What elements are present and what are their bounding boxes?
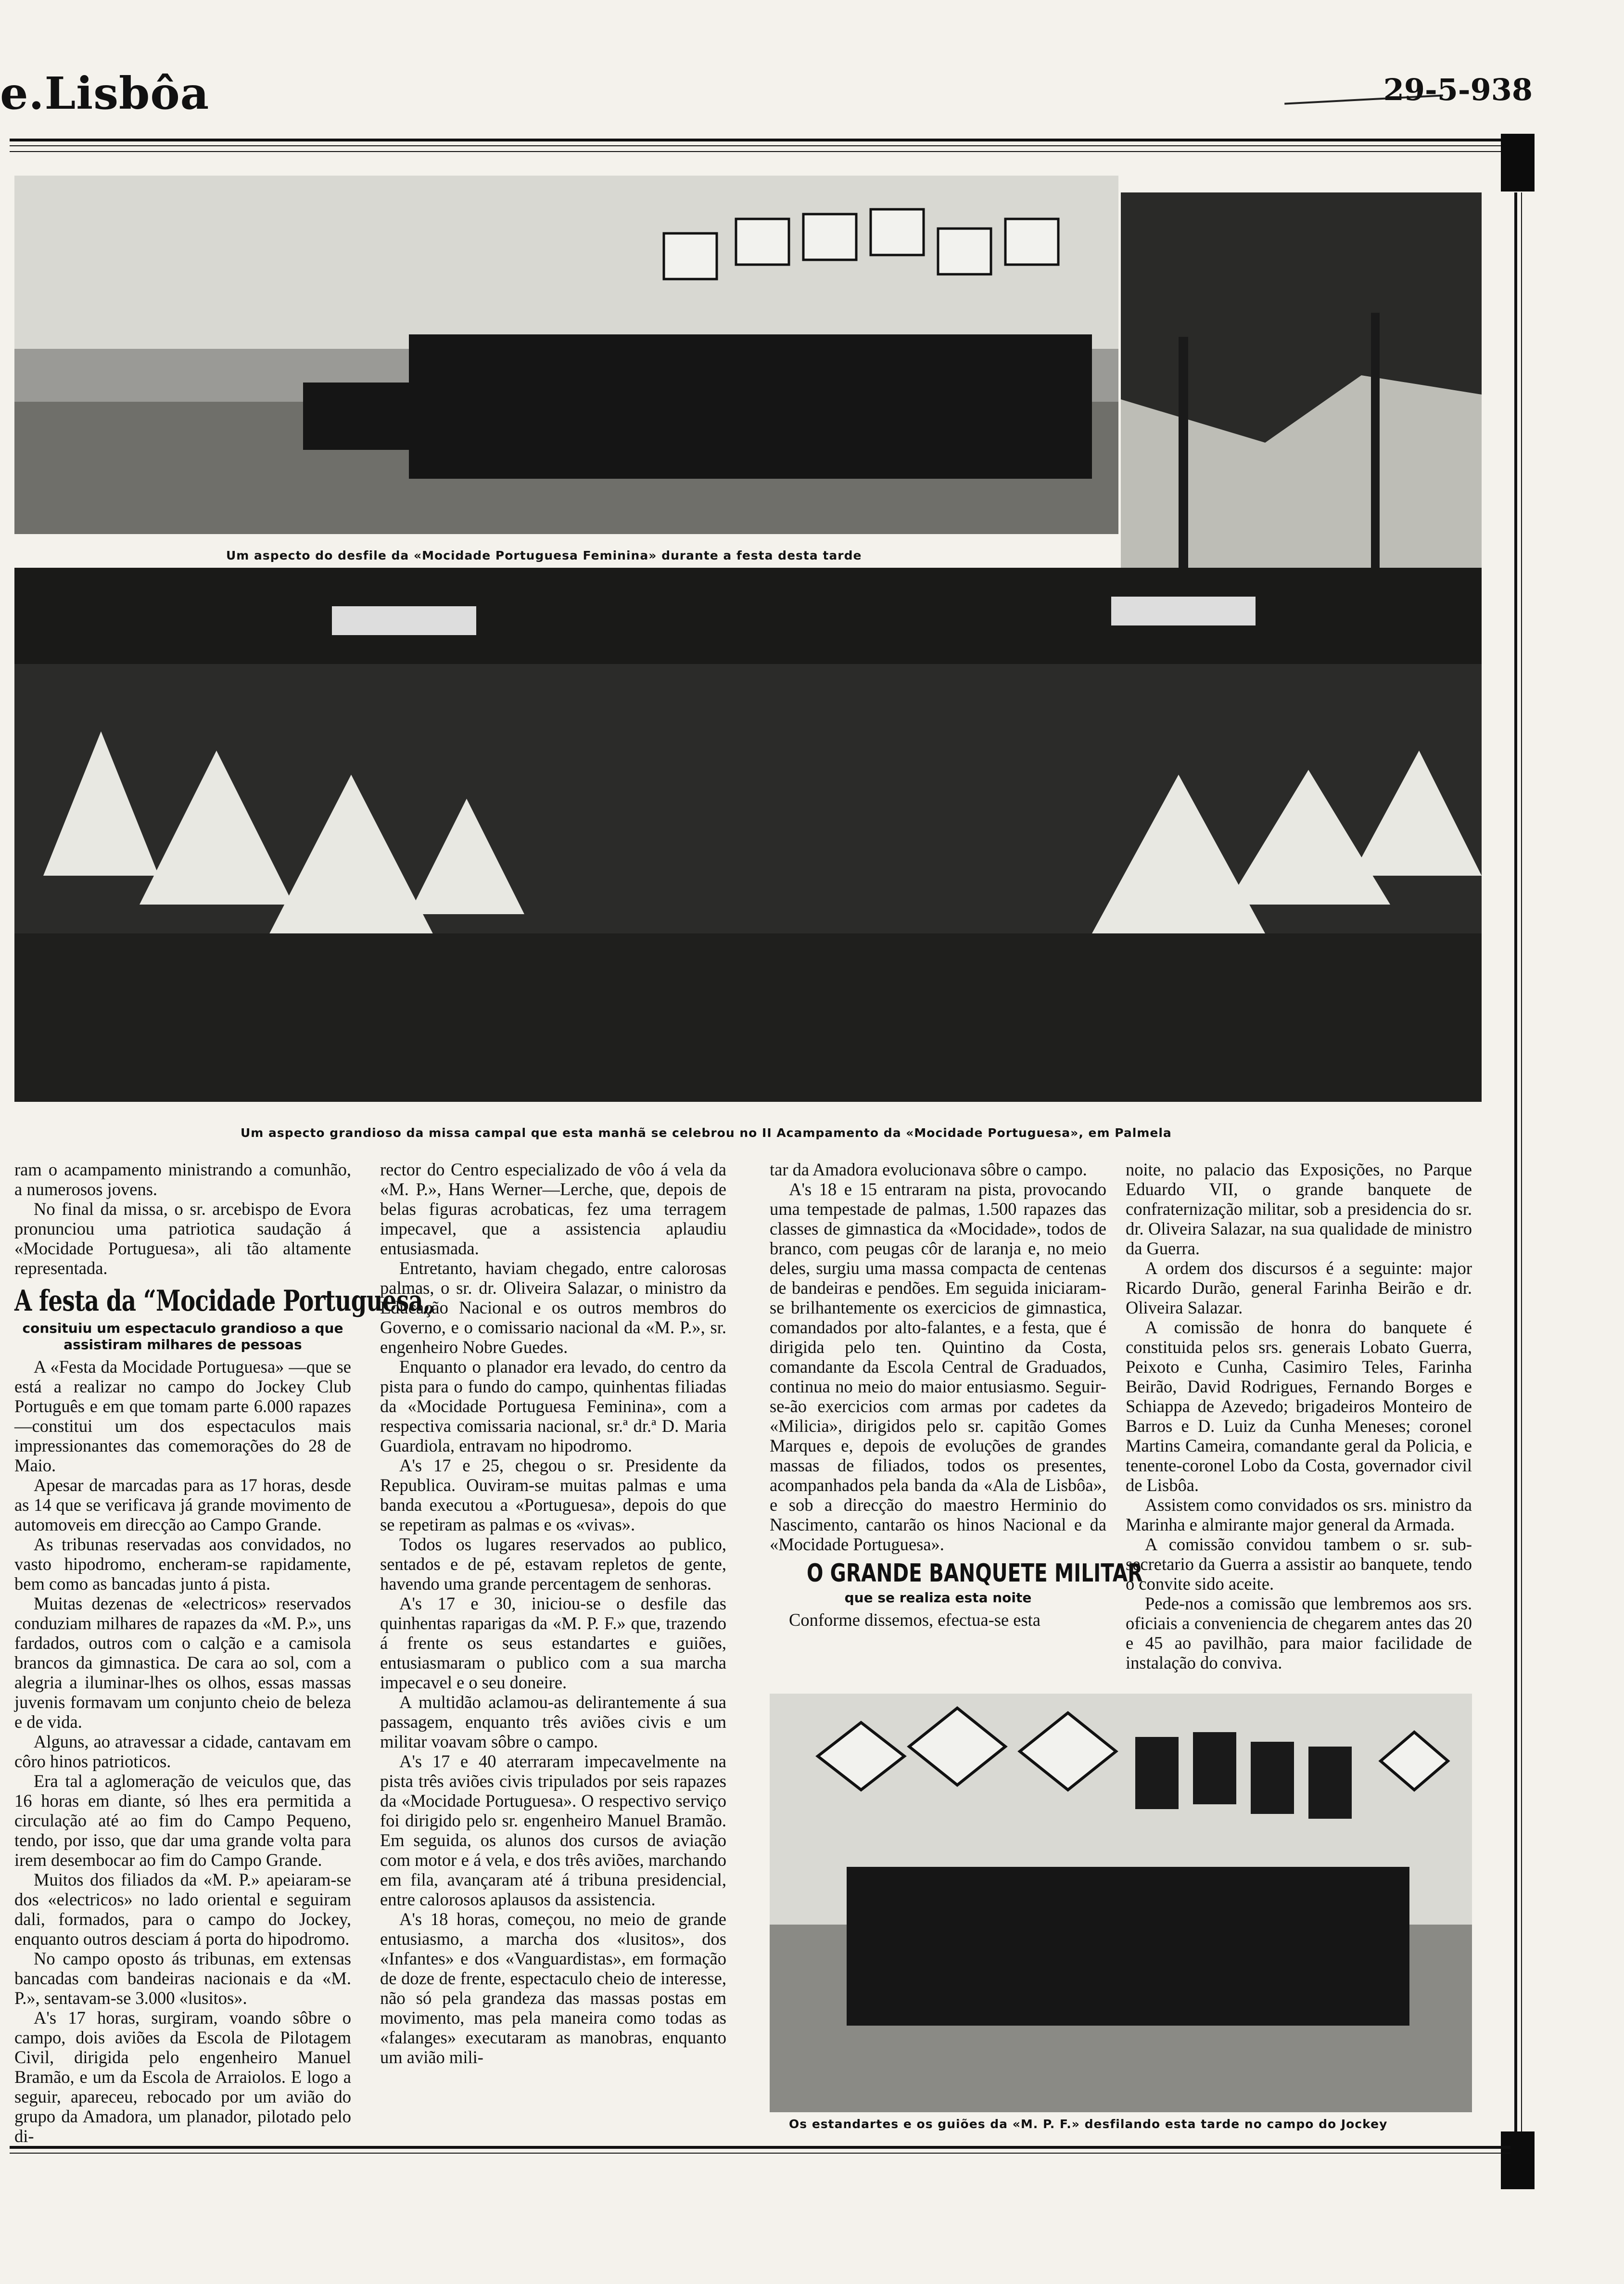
col2-paragraph: A multidão aclamou-as delirantemente á sua passagem, enquanto três aviões civis e um militar voavam sôbre o campo. — [380, 1692, 726, 1751]
banquet-headline: O GRANDE BANQUETE MILITAR — [807, 1559, 1143, 1588]
issue-date: 29-5-938 — [1383, 72, 1533, 107]
col4-paragraph: A comissão convidou tambem o sr. sub-secretario da Guerra a assistir ao banquete, tendo o convite sido aceite. — [1126, 1534, 1472, 1594]
col2-paragraph: A's 17 e 40 aterraram impecavelmente na pista três aviões civis tripulados por seis rapazes da «Mocidade Portuguesa». O respectivo serviço foi dirigido pelo sr. engenheiro Manuel Bramão. Em seguida, os alunos dos cursos de aviação com motor e á vela, e dos três aviões, marchando em fila, avançaram até á tribuna presidencial, entre calorosos aplausos da assistencia. — [380, 1751, 726, 1909]
margin-tab-bottom — [1501, 2131, 1535, 2189]
col4-paragraph: Pede-nos a comissão que lembremos aos srs. oficiais a conveniencia de chegarem antes das 20 e 45 ao pavilhão, para maior facilidade de instalação do conviva. — [1126, 1594, 1472, 1672]
col1-paragraph: A's 17 horas, surgiram, voando sôbre o campo, dois aviões da Escola de Pilotagem Civil, dirigida pelo engenheiro Manuel Bramão, e um da Escola de Arraiolos. E logo a seguir, apareceu, rebocado por um avião do grupo da Amadora, um planador, pilotado pelo di- — [14, 2008, 351, 2146]
col2-paragraph: A's 17 e 30, iniciou-se o desfile das quinhentas raparigas da «M. P. F.» que, trazendo á frente os seus estandartes e guiões, entusiasmaram o publico com a sua marcha impecavel e o seu doneire. — [380, 1594, 726, 1692]
col1-paragraph: Muitos dos filiados da «M. P.» apeiaram-se dos «electricos» no lado oriental e seguiram dali, formados, para o campo do Jockey, enquanto outros desciam á porta do hipodromo. — [14, 1870, 351, 1949]
standards-photo — [770, 1694, 1472, 2112]
parade-photo-caption: Um aspecto do desfile da «Mocidade Portuguesa Feminina» durante a festa desta tarde — [226, 549, 862, 562]
col1-paragraph: Era tal a aglomeração de veiculos que, das 16 horas em diante, só lhes era permitida a circulação até ao fim do Campo Pequeno, tendo, por isso, que dar uma grande volta para irem desembocar ao fim do Campo Grande. — [14, 1771, 351, 1870]
col2-paragraph: Todos os lugares reservados ao publico, sentados e de pé, estavam repletos de gente, havendo uma grande percentagem de senhoras. — [380, 1534, 726, 1594]
mass-photo-caption: Um aspecto grandioso da missa campal que esta manhã se celebrou no II Acampamento da «Mocidade Portuguesa», em Palmela — [241, 1126, 1172, 1140]
col4-paragraph: Assistem como convidados os srs. ministro da Marinha e almirante major general da Armada. — [1126, 1495, 1472, 1534]
footer-rule-thin — [10, 2153, 1510, 2154]
col2-paragraph: rector do Centro especializado de vôo á vela da «M. P.», Hans Werner—Lerche, que, depois de belas figuras acrobaticas, fez uma terragem impecavel, que a assistencia aplaudiu entusiasmada. — [380, 1160, 726, 1258]
col3-paragraph: A's 18 e 15 entraram na pista, provocando uma tempestade de palmas, 1.500 rapazes das classes de gimnastica da «Mocidade», todos de branco, com peugas côr de laranja e, no meio deles, surgiu uma massa compacta de centenas de bandeiras e pendões. Em seguida iniciaram-se brilhantemente os exercicios de gimnastica, comandados por alto-falantes, e a festa, que é dirigida pelo ten. Quintino da Costa, comandante da Escola Central de Graduados, continua no meio do maior entusiasmo. Seguir-se-ão exercicios com armas por cadetes da «Milicia», dirigidos pelo sr. capitão Gomes Marques e, depois de evoluções de grandes massas de filiados, todos os presentes, acompanhados pela banda da «Ala de Lisbôa», e sob a direcção do maestro Herminio do Nascimento, cantarão os hinos Nacional e da «Mocidade Portuguesa». — [770, 1179, 1106, 1554]
col1-paragraph: Muitas dezenas de «electricos» reservados conduziam milhares de rapazes da «M. P.», uns fardados, outros com o calção e a camisola brancos da gimnastica. De cara ao sol, com a alegria a iluminar-lhes os olhos, essas massas juvenis formavam um conjunto cheio de beleza e de vida. — [14, 1594, 351, 1732]
banquet-subhead: que se realiza esta noite — [844, 1590, 1032, 1606]
article-column-2 — [380, 1160, 726, 2067]
col1-paragraph: Alguns, ao atravessar a cidade, cantavam em côro hinos patrioticos. — [14, 1732, 351, 1771]
article-column-4 — [1126, 1160, 1472, 1672]
banquet-lead: Conforme dissemos, efectua-se esta — [789, 1610, 1040, 1630]
trees-photo — [1121, 192, 1482, 597]
margin-vertical-rule — [1514, 192, 1517, 2131]
col2-paragraph: Entretanto, haviam chegado, entre calorosas palmas, o sr. dr. Oliveira Salazar, o ministro da Educação Nacional e os outros membros do Governo, e o comissario nacional da «M. P.», sr. engenheiro Nobre Guedes. — [380, 1258, 726, 1357]
col4-paragraph: A comissão de honra do banquete é constituida pelos srs. generais Lobato Guerra, Peixoto e Cunha, Casimiro Teles, Farinha Beirão, David Rodrigues, Fernando Borges e Schiappa de Azevedo; brigadeiros Monteiro de Barros e D. Luiz da Cunha Meneses; coronel Martins Cameira, comandante geral da Policia, e tenente-coronel Lobo da Costa, governador civil de Lisbôa. — [1126, 1317, 1472, 1495]
article-column-3 — [770, 1160, 1143, 1630]
header-rule-thin — [10, 145, 1510, 146]
header-rule-thin-2 — [10, 151, 1510, 152]
col4-paragraph: noite, no palacio das Exposições, no Parque Eduardo VII, o grande banquete de confraternização militar, sob a presidencia do sr. dr. Oliveira Salazar, na sua qualidade de ministro da Guerra. — [1126, 1160, 1472, 1258]
article-column-1 — [14, 1160, 436, 2146]
col1-paragraph: A «Festa da Mocidade Portuguesa» —que se está a realizar no campo do Jockey Club Português e em que tomam parte 6.000 rapazes—constitui um dos espectaculos mais impressionantes das comemorações do 28 de Maio. — [14, 1357, 351, 1475]
margin-tab-top — [1501, 134, 1535, 191]
col1-paragraph: No campo oposto ás tribunas, em extensas bancadas com bandeiras nacionais e da «M. P.», sentavam-se 3.000 «lusitos». — [14, 1949, 351, 2008]
col4-paragraph: A ordem dos discursos é a seguinte: major Ricardo Durão, general Farinha Beirão e dr. Oliveira Salazar. — [1126, 1258, 1472, 1317]
col1-paragraph: No final da missa, o sr. arcebispo de Evora pronunciou uma patriotica saudação á «Mocidade Portuguesa», ali tão altamente representada. — [14, 1199, 351, 1278]
col1-paragraph: Apesar de marcadas para as 17 horas, desde as 14 que se verificava já grande movimento de automoveis em direcção ao Campo Grande. — [14, 1475, 351, 1534]
col1-paragraph: As tribunas reservadas aos convidados, no vasto hipodromo, encheram-se rapidamente, bem como as bancadas junto á pista. — [14, 1534, 351, 1594]
masthead-title: e.Lisbôa — [0, 67, 210, 119]
col3-paragraph: tar da Amadora evolucionava sôbre o campo. — [770, 1160, 1087, 1179]
col1-paragraph: ram o acampamento ministrando a comunhão, a numerosos jovens. — [14, 1160, 351, 1199]
col2-paragraph: Enquanto o planador era levado, do centro da pista para o fundo do campo, quinhentas filiadas da «Mocidade Portuguesa Feminina», com a respectiva comissaria nacional, sr.ª dr.ª D. Maria Guardiola, entravam no hipodromo. — [380, 1357, 726, 1455]
margin-vertical-rule-thin — [1521, 192, 1522, 2131]
article-headline: A festa da “Mocidade Portuguesa„ — [14, 1284, 436, 1318]
article-subhead: consituiu um espectaculo grandioso a que assistiram milhares de pessoas — [22, 1320, 343, 1353]
header-rule — [10, 139, 1510, 141]
col2-paragraph: A's 18 horas, começou, no meio de grande entusiasmo, a marcha dos «lusitos», dos «Infantes» e dos «Vanguardistas», em formação de doze de frente, espectaculo cheio de interesse, não só pela grandeza das massas postas em movimento, mas pela maneira como todas as «falanges» executaram as manobras, enquanto um avião mili- — [380, 1909, 726, 2067]
col2-paragraph: A's 17 e 25, chegou o sr. Presidente da Republica. Ouviram-se muitas palmas e uma banda executou a «Portuguesa», depois do que se repetiram as palmas e os «vivas». — [380, 1455, 726, 1534]
standards-photo-caption: Os estandartes e os guiões da «M. P. F.» desfilando esta tarde no campo do Jockey — [789, 2117, 1388, 2131]
mass-photo — [14, 568, 1482, 1102]
footer-rule — [10, 2146, 1510, 2149]
parade-photo — [14, 176, 1118, 534]
